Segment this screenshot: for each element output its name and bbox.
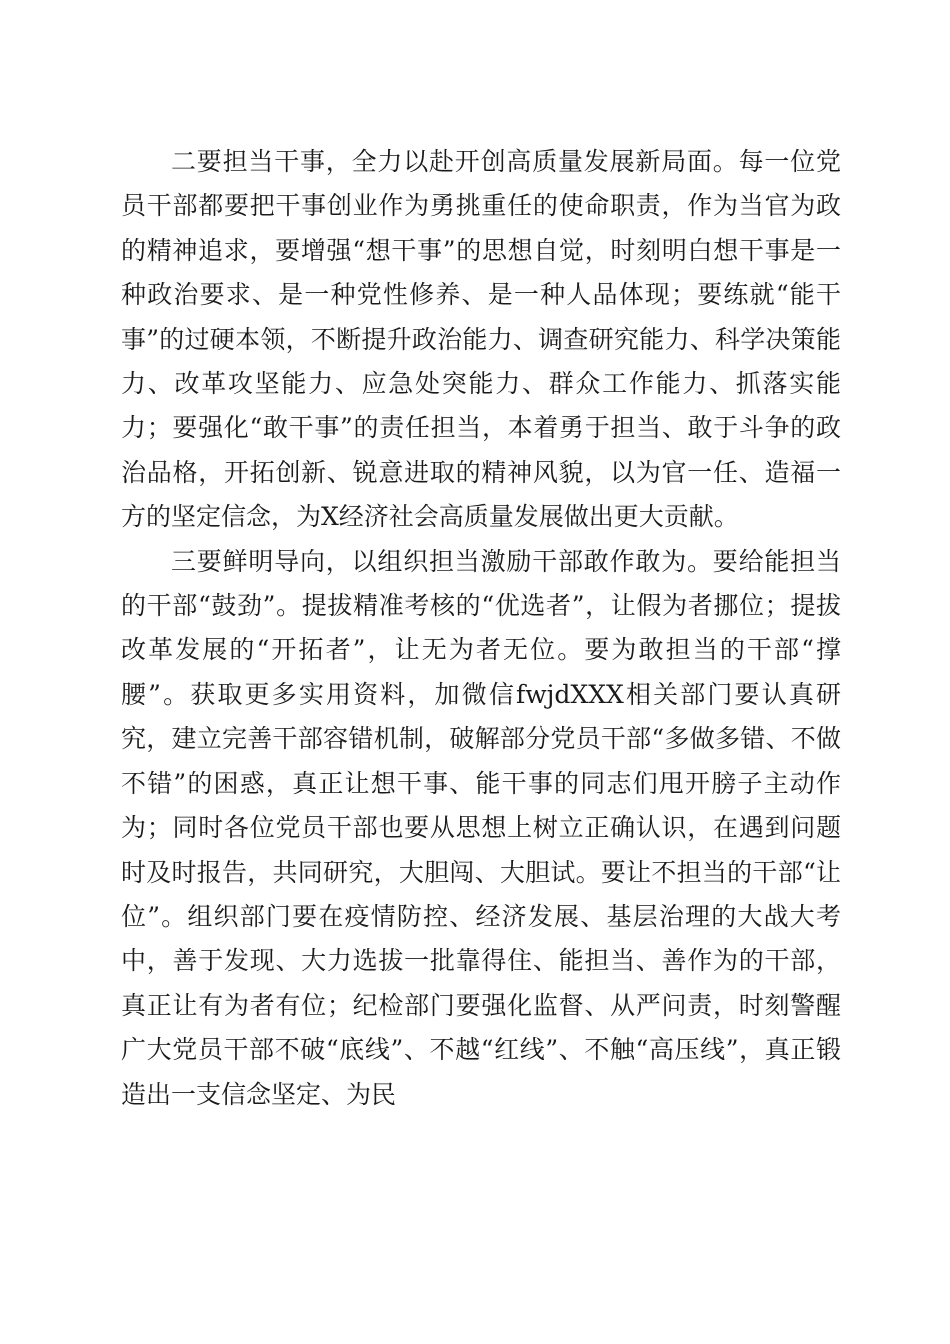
document-body [121, 140, 841, 1117]
paragraph-2-dare-to-work: 二要担当干事，全力以赴开创高质量发展新局面。每一位党员干部都要把干事创业作为勇挑重任的使命职责，作为当官为政的精神追求，要增强“想干事”的思想自觉，时刻明白想干事是一种政治要求、是一种党性修养、是一种人品体现；要练就“能干事”的过硬本领，不断提升政治能力、调查研究能力、科学决策能力、改革攻坚能力、应急处突能力、群众工作能力、抓落实能力；要强化“敢干事”的责任担当，本着勇于担当、敢于斗争的政治品格，开拓创新、锐意进取的精神风貌，以为官一任、造福一方的坚定信念，为X经济社会高质量发展做出更大贡献。 [121, 147, 841, 532]
paragraph-3-clear-orientation: 三要鲜明导向，以组织担当激励干部敢作敢为。要给能担当的干部“鼓劲”。提拔精准考核的“优选者”，让假为者挪位；提拔改革发展的“开拓者”，让无为者无位。要为敢担当的干部“撑腰”。获取更多实用资料，加微信fwjdXXX相关部门要认真研究，建立完善干部容错机制，破解部分党员干部“多做多错、不做不错”的困惑，真正让想干事、能干事的同志们甩开膀子主动作为；同时各位党员干部也要从思想上树立正确认识，在遇到问题时及时报告，共同研究，大胆闯、大胆试。要让不担当的干部“让位”。组织部门要在疫情防控、经济发展、基层治理的大战大考中，善于发现、大力选拔一批靠得住、能担当、善作为的干部，真正让有为者有位；纪检部门要强化监督、从严问责，时刻警醒广大党员干部不破“底线”、不越“红线”、不触“高压线”，真正锻造出一支信念坚定、为民 [121, 546, 841, 1109]
